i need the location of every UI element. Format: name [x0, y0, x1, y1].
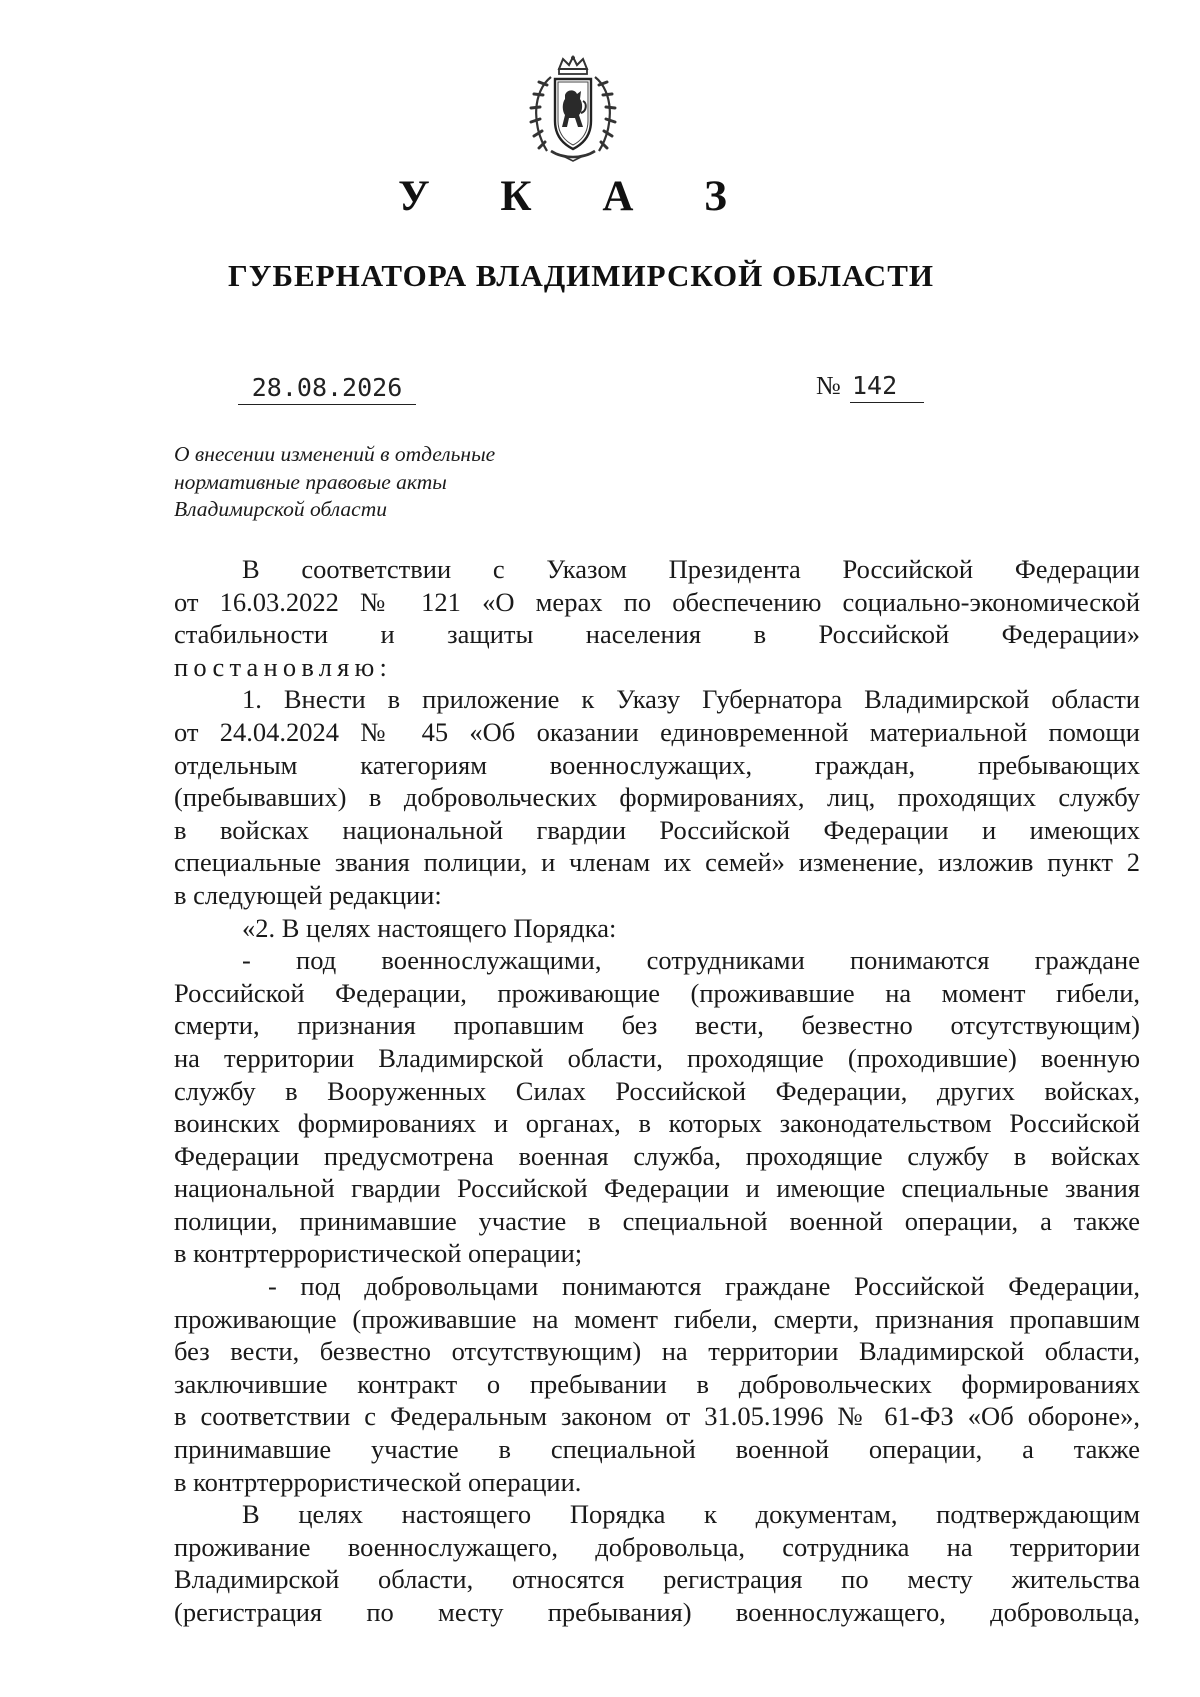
body-line: в войсках национальной гвардии Российской Федерации и имеющих — [174, 814, 1140, 845]
document-date: 28.08.2026 — [238, 372, 416, 405]
body-line: (пребывавших) в добровольческих формированиях, лиц, проходящих службу — [174, 782, 1140, 813]
body-line: Российской Федерации, проживающие (проживавшие на момент гибели, — [174, 977, 1140, 1008]
body-line: без вести, безвестно отсутствующим) на территории Владимирской области, — [174, 1336, 1140, 1367]
body-line: В целях настоящего Порядка к документам, подтверждающим — [242, 1499, 1140, 1530]
body-line: заключившие контракт о пребывании в добровольческих формированиях — [174, 1368, 1140, 1399]
body-line: от 16.03.2022 № 121 «О мерах по обеспечению социально-экономической — [174, 586, 1140, 617]
body-line: полиции, принимавшие участие в специальной военной операции, а также — [174, 1205, 1140, 1236]
body-line: принимавшие участие в специальной военной операции, а также — [174, 1434, 1140, 1465]
body-line: (регистрация по месту пребывания) военнослужащего, добровольца, — [174, 1597, 1140, 1627]
body-line: смерти, признания пропавшим без вести, безвестно отсутствующим) — [174, 1010, 1140, 1041]
body-line: на территории Владимирской области, проходящие (проходившие) военную — [174, 1042, 1140, 1073]
body-line: Владимирской области, относятся регистрация по месту жительства — [174, 1564, 1140, 1595]
body-line: от 24.04.2024 № 45 «Об оказании единовременной материальной помощи — [174, 716, 1140, 747]
subject-line: О внесении изменений в отдельные — [174, 442, 496, 466]
document-title: У К А З — [398, 173, 757, 220]
body-line: в соответствии с Федеральным законом от 31.05.1996 № 61-ФЗ «Об обороне», — [174, 1401, 1140, 1432]
document-body — [174, 553, 1140, 1629]
body-line: Федерации предусмотрена военная служба, проходящие службу в войсках — [174, 1140, 1140, 1171]
issuer-line: ГУБЕРНАТОРА ВЛАДИМИРСКОЙ ОБЛАСТИ — [228, 258, 934, 293]
body-line: - под добровольцами понимаются граждане Российской Федерации, — [268, 1271, 1140, 1302]
body-line: стабильности и защиты населения в Российской Федерации» — [174, 619, 1140, 650]
body-line: в следующей редакции: — [174, 879, 442, 910]
document-number: 142 — [850, 370, 924, 403]
vladimir-oblast-coat-of-arms-icon — [525, 55, 621, 163]
body-line: службу в Вооруженных Силах Российской Федерации, других войсках, — [174, 1075, 1140, 1106]
body-line: «2. В целях настоящего Порядка: — [242, 912, 617, 943]
body-line: национальной гвардии Российской Федерации и имеющие специальные звания — [174, 1173, 1140, 1204]
body-line: - под военнослужащими, сотрудниками понимаются граждане — [242, 945, 1140, 976]
body-line: в контртеррористической операции. — [174, 1466, 582, 1497]
body-line: отдельным категориям военнослужащих, граждан, пребывающих — [174, 749, 1140, 780]
body-line: воинских формированиях и органах, в которых законодательством Российской — [174, 1108, 1140, 1139]
subject-line: нормативные правовые акты — [174, 469, 447, 494]
body-line: 1. Внести в приложение к Указу Губернатора Владимирской области — [242, 684, 1140, 715]
number-sign: № — [816, 371, 841, 400]
subject-line: Владимирской области — [174, 497, 387, 521]
body-line: специальные звания полиции, и членам их семей» изменение, изложив пункт 2 — [174, 847, 1140, 878]
body-line: проживание военнослужащего, добровольца, сотрудника на территории — [174, 1531, 1140, 1562]
body-line: В соответствии с Указом Президента Российской Федерации — [242, 554, 1140, 584]
body-line: в контртеррористической операции; — [174, 1238, 583, 1269]
body-line: проживающие (проживавшие на момент гибели, смерти, признания пропавшим — [174, 1303, 1140, 1334]
body-line: постановляю: — [174, 651, 393, 682]
document-subject — [174, 441, 594, 524]
